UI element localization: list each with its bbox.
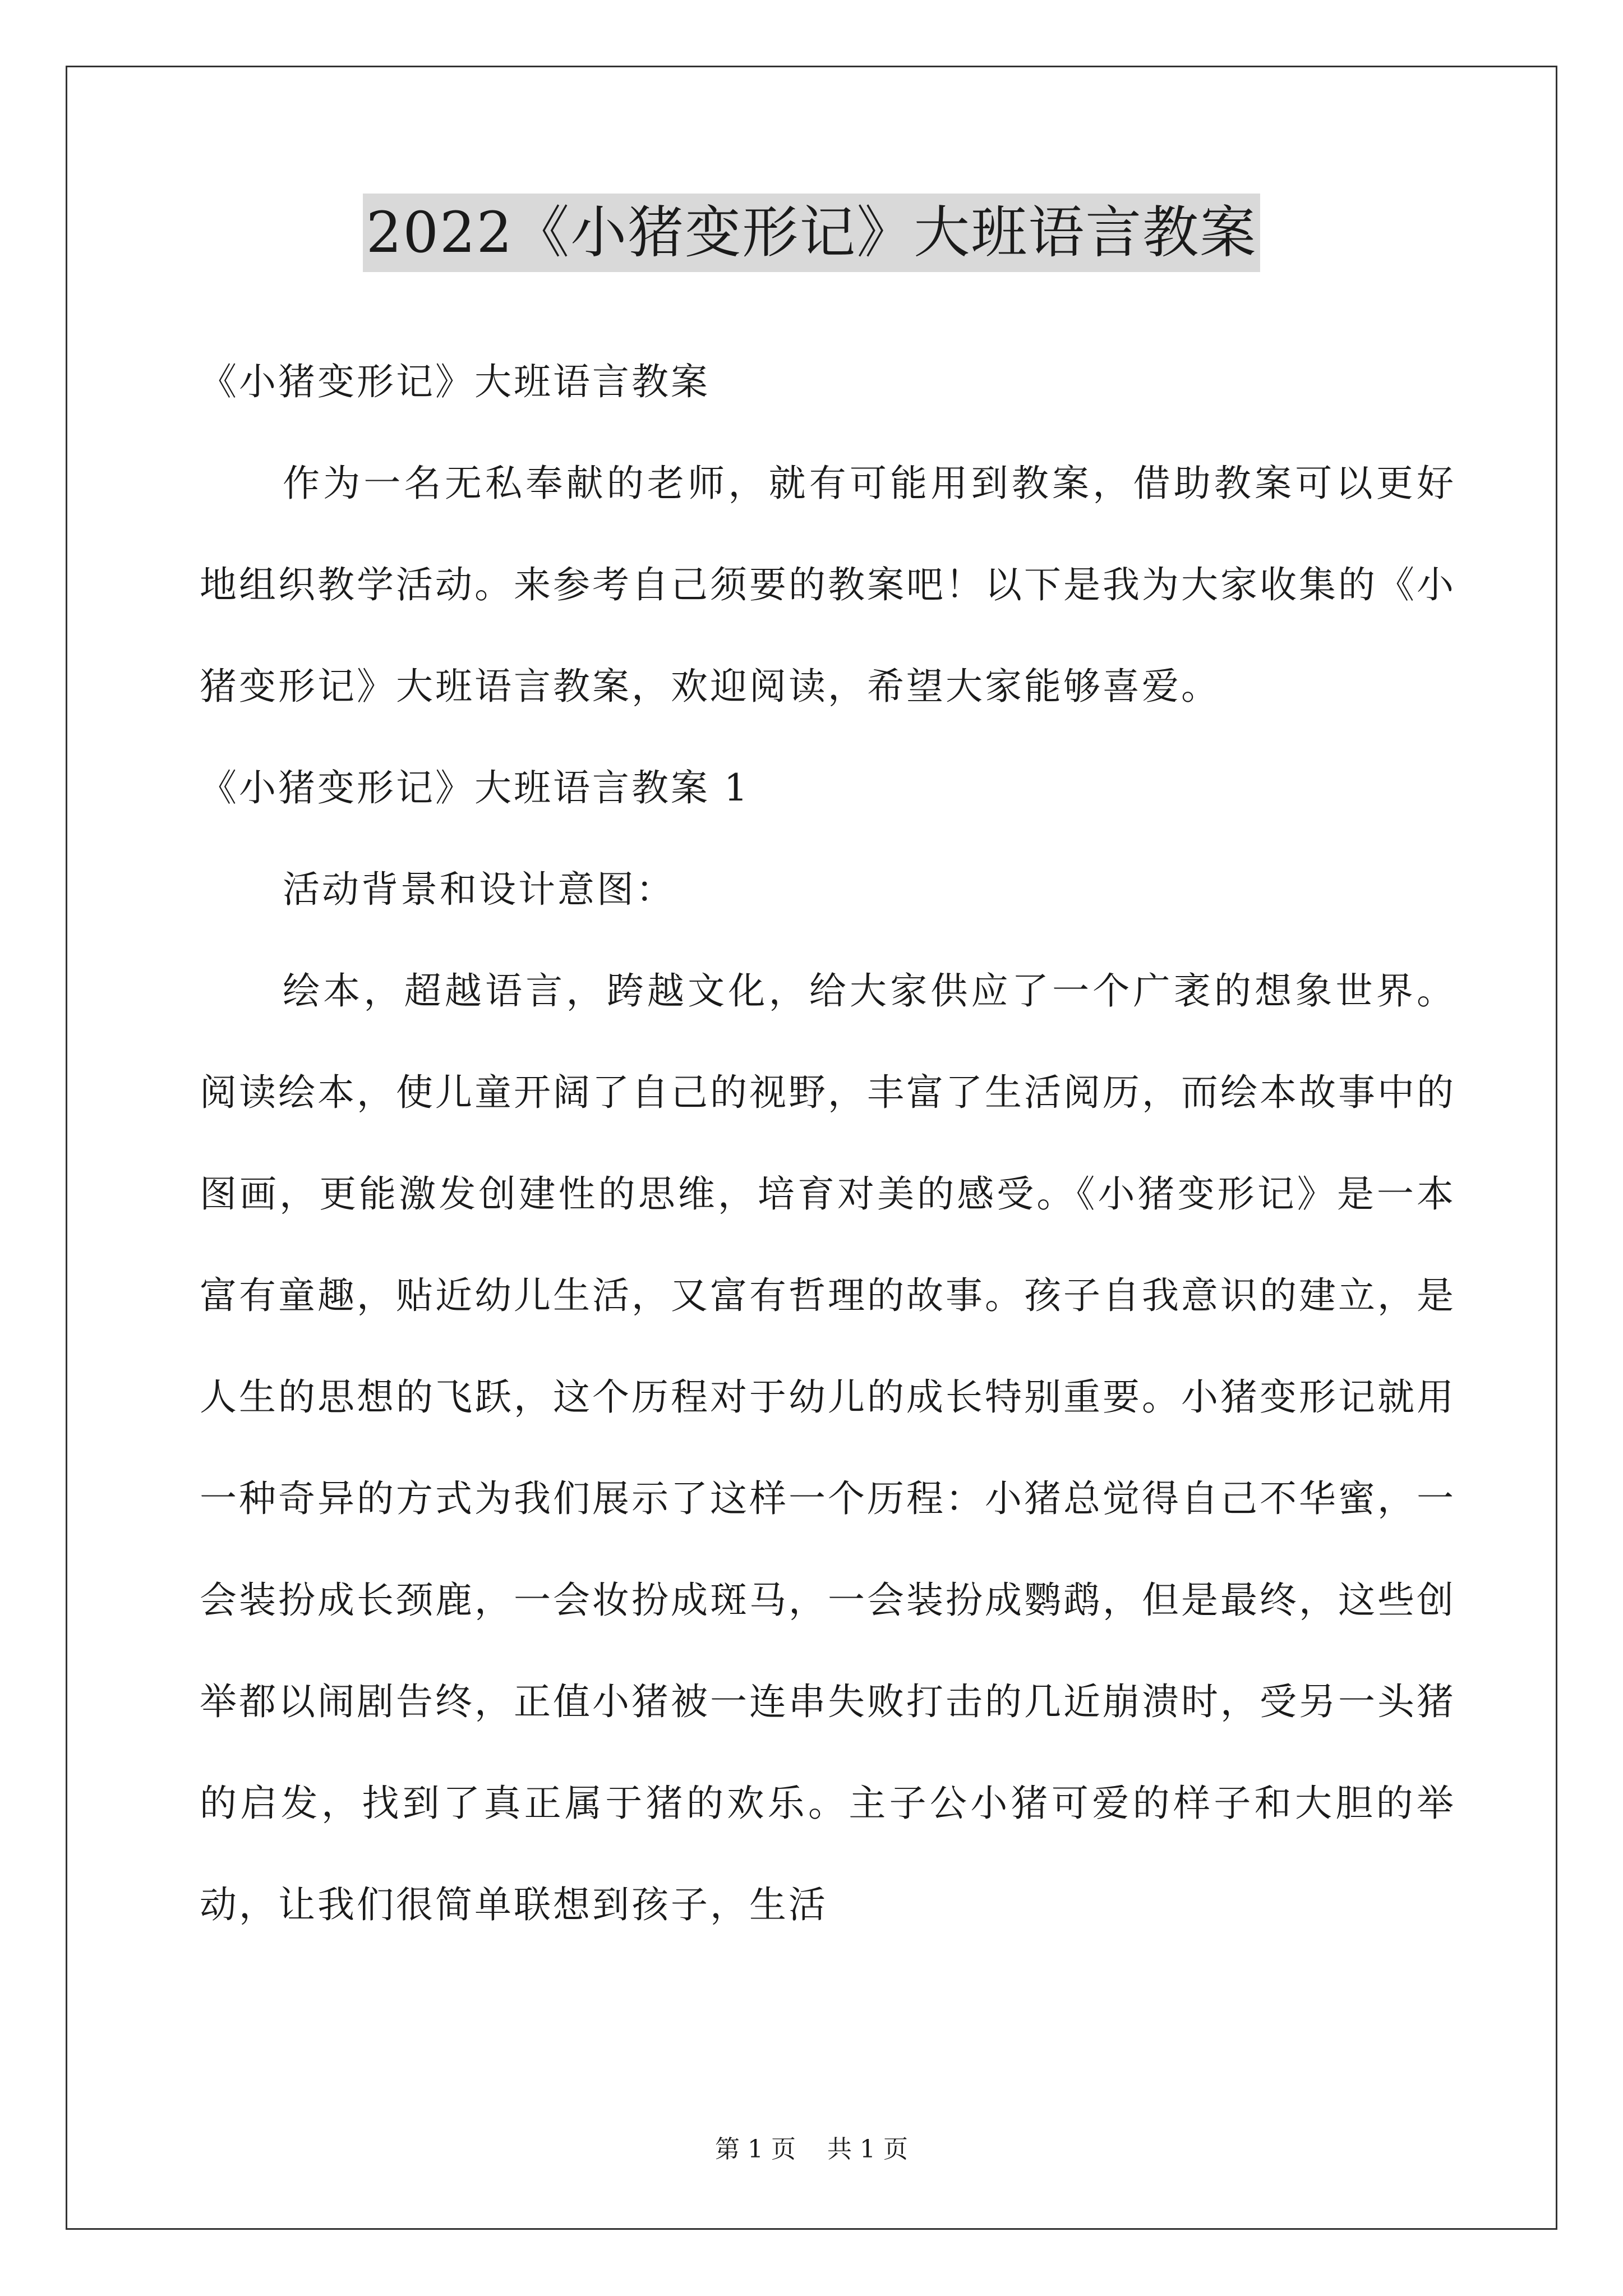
title-container (0, 194, 1623, 272)
page-total: 共 1 页 (827, 2135, 908, 2164)
paragraph-background-body: 绘本，超越语言，跨越文化，给大家供应了一个广袤的想象世界。阅读绘本，使儿童开阔了自己的视野，丰富了生活阅历，而绘本故事中的图画，更能激发创建性的思维，培育对美的感受。《小猪变形记》是一本富有童趣，贴近幼儿生活，又富有哲理的故事。孩子自我意识的建立，是人生的思想的飞跃，这个历程对于幼儿的成长特别重要。小猪变形记就用一种奇异的方式为我们展示了这样一个历程：小猪总觉得自己不华蜜，一会装扮成长颈鹿，一会妆扮成斑马，一会装扮成鹦鹉，但是最终，这些创举都以闹剧告终，正值小猪被一连串失败打击的几近崩溃时，受另一头猪的启发，找到了真正属于猪的欢乐。主子公小猪可爱的样子和大胆的举动，让我们很简单联想到孩子，生活 (200, 969, 1456, 1926)
paragraph-subtitle: 《小猪变形记》大班语言教案 (200, 360, 710, 403)
paragraph-section-heading: 《小猪变形记》大班语言教案 1 (200, 766, 750, 809)
paragraph-intro: 作为一名无私奉献的老师，就有可能用到教案，借助教案可以更好地组织教学活动。来参考自己须要的教案吧！以下是我为大家收集的《小猪变形记》大班语言教案，欢迎阅读，希望大家能够喜爱。 (200, 462, 1456, 708)
document-body (200, 331, 1456, 1955)
paragraph-background-heading: 活动背景和设计意图： (283, 868, 675, 911)
page-number: 第 1 页 (715, 2135, 796, 2164)
document-title: 2022《小猪变形记》大班语言教案 (363, 194, 1261, 272)
page-footer (0, 2129, 1623, 2165)
